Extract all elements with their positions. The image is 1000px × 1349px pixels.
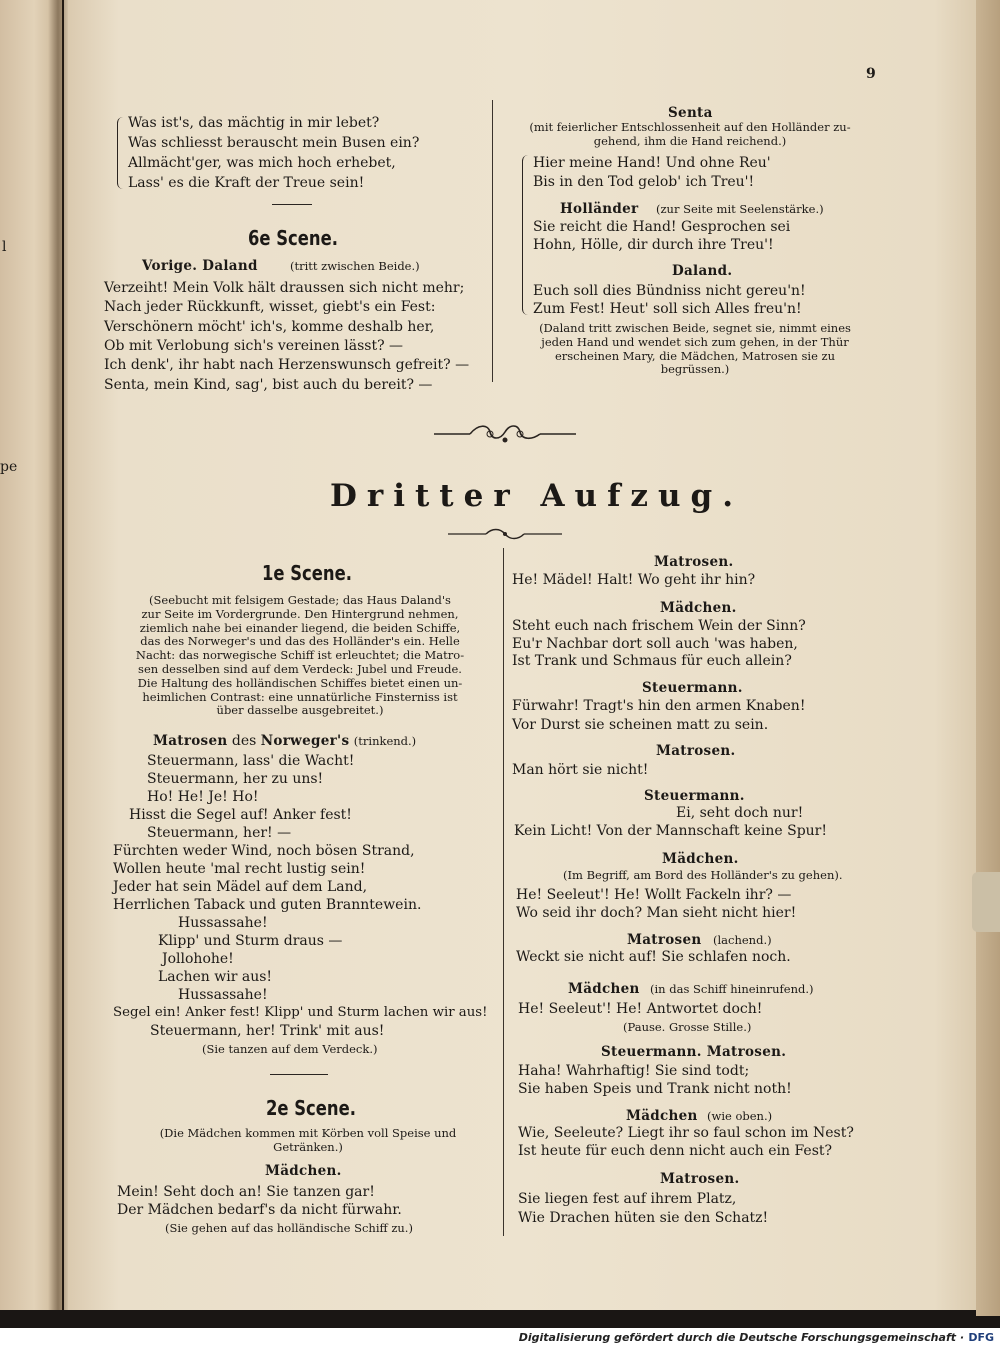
verse-brace xyxy=(522,155,529,315)
dialogue-line: Lachen wir aus! xyxy=(158,969,273,985)
speaker: Steuermann. Matrosen. xyxy=(601,1044,787,1060)
speaker: Steuermann. xyxy=(644,788,745,804)
speaker: Matrosen xyxy=(627,932,702,948)
act-title: Dritter Aufzug. xyxy=(330,478,744,514)
stage-line: Getränken.) xyxy=(273,1139,343,1154)
dialogue-line: Steuermann, her! — xyxy=(147,825,292,841)
dialogue-line: Bis in den Tod gelob' ich Treu'! xyxy=(533,174,755,190)
verse-brace xyxy=(117,117,124,189)
verse-line: Was schliesst berauscht mein Busen ein? xyxy=(128,135,420,151)
stage-line: (mit feierlicher Entschlossenheit auf den Holländer zu- xyxy=(529,120,851,134)
stage-direction: (Sie gehen auf das holländische Schiff zu.) xyxy=(165,1221,413,1235)
scene-heading: 1e Scene. xyxy=(262,561,352,585)
speaker-line xyxy=(153,732,416,750)
dialogue-line: Man hört sie nicht! xyxy=(512,762,649,778)
dialogue-line: Ob mit Verlobung sich's vereinen lässt? — xyxy=(104,338,404,354)
digitization-credit: Digitalisierung gefördert durch die Deutsche Forschungsgemeinschaft · xyxy=(518,1331,964,1344)
stage-direction xyxy=(106,594,494,718)
dialogue-line: Sie reicht die Hand! Gesprochen sei xyxy=(533,219,791,235)
speaker: Daland. xyxy=(672,263,733,279)
dialogue-line: Ho! He! Je! Ho! xyxy=(147,789,259,805)
page-number: 9 xyxy=(866,66,876,82)
dialogue-line: Verschönern möcht' ich's, komme deshalb her, xyxy=(104,319,435,335)
stage-line: ziemlich nahe bei einander liegend, die beiden Schiffe, xyxy=(139,620,461,635)
dialogue-line: Zum Fest! Heut' soll sich Alles freu'n! xyxy=(533,301,802,317)
dialogue-line: He! Seeleut'! He! Wollt Fackeln ihr? — xyxy=(516,887,792,903)
stage-direction xyxy=(112,1127,504,1155)
speaker: Matrosen xyxy=(153,733,228,749)
scene-heading: 6e Scene. xyxy=(248,226,338,250)
dialogue-line: Hisst die Segel auf! Anker fest! xyxy=(129,807,352,823)
dialogue-line: Ist heute für euch denn nicht auch ein Fest? xyxy=(518,1143,833,1159)
verse-line: Lass' es die Kraft der Treue sein! xyxy=(128,175,365,191)
stage-line: sen desselben sind auf dem Verdeck: Jubel und Freude. xyxy=(138,661,462,676)
dfg-logo: DFG xyxy=(968,1331,994,1344)
dialogue-line: Ist Trank und Schmaus für euch allein? xyxy=(512,653,792,669)
dialogue-line: Ei, seht doch nur! xyxy=(676,805,804,821)
dialogue-line: Eu'r Nachbar dort soll auch 'was haben, xyxy=(512,636,798,652)
dialogue-line: Steuermann, lass' die Wacht! xyxy=(147,753,355,769)
scene-heading: 2e Scene. xyxy=(266,1096,356,1120)
stage-line: (Seebucht mit felsigem Gestade; das Haus Daland's xyxy=(149,593,451,607)
stage-line: jeden Hand und wendet sich zum gehen, in der Thür xyxy=(541,334,849,349)
stage-direction: (tritt zwischen Beide.) xyxy=(290,259,420,273)
stage-direction: (trinkend.) xyxy=(353,734,417,748)
speaker: Mädchen. xyxy=(662,851,739,867)
dialogue-line: Hohn, Hölle, dir durch ihre Treu'! xyxy=(533,237,774,253)
speaker: Steuermann. xyxy=(642,680,743,696)
dialogue-line: He! Seeleut'! He! Antwortet doch! xyxy=(518,1001,763,1017)
stage-line: Die Haltung des holländischen Schiffes bietet einen un- xyxy=(137,675,463,690)
dialogue-line: Klipp' und Sturm draus — xyxy=(158,933,343,949)
page-tab xyxy=(972,872,1000,932)
dialogue-line: He! Mädel! Halt! Wo geht ihr hin? xyxy=(512,572,756,588)
ornament-small xyxy=(446,526,564,542)
margin-fragment: pe xyxy=(0,459,18,475)
stage-line: heimlichen Contrast: eine unnatürliche Finsterniss ist xyxy=(142,689,458,704)
stage-line: erscheinen Mary, die Mädchen, Matrosen sie zu xyxy=(554,348,836,363)
dialogue-line: Weckt sie nicht auf! Sie schlafen noch. xyxy=(516,949,791,965)
speaker-connector: des xyxy=(231,733,257,749)
stage-line: (Die Mädchen kommen mit Körben voll Speise und xyxy=(159,1126,457,1140)
page-edge xyxy=(976,0,1000,1316)
stage-direction: (lachend.) xyxy=(713,933,772,947)
speaker: Mädchen. xyxy=(265,1163,342,1179)
dialogue-line: Wie, Seeleute? Liegt ihr so faul schon im Nest? xyxy=(518,1125,854,1141)
dialogue-line: Hussassahe! xyxy=(178,915,268,931)
dialogue-line: Sie haben Speis und Trank nicht noth! xyxy=(518,1081,792,1097)
dialogue-line: Fürwahr! Tragt's hin den armen Knaben! xyxy=(512,698,806,714)
dialogue-line: Nach jeder Rückkunft, wisset, giebt's ein Fest: xyxy=(104,299,436,315)
stage-line: zur Seite im Vordergrunde. Den Hintergrund nehmen, xyxy=(141,606,459,621)
stage-line: gehend, ihm die Hand reichend.) xyxy=(593,133,787,148)
stage-direction xyxy=(505,121,875,149)
dialogue-line: Hier meine Hand! Und ohne Reu' xyxy=(533,155,771,171)
dialogue-line: Wie Drachen hüten sie den Schatz! xyxy=(518,1210,769,1226)
dialogue-line: Jeder hat sein Mädel auf dem Land, xyxy=(113,879,368,895)
stage-direction: (wie oben.) xyxy=(707,1109,773,1123)
dialogue-line: Steuermann, her! Trink' mit aus! xyxy=(150,1023,385,1039)
ornament-divider xyxy=(430,420,580,448)
verse-line: Allmächt'ger, was mich hoch erhebet, xyxy=(128,155,396,171)
divider xyxy=(270,1074,328,1075)
speaker: Matrosen. xyxy=(660,1171,740,1187)
stage-direction: (Sie tanzen auf dem Verdeck.) xyxy=(202,1042,378,1056)
stage-line: begrüssen.) xyxy=(660,362,730,377)
dialogue-line: Segel ein! Anker fest! Klipp' und Sturm lachen wir aus! xyxy=(113,1005,488,1020)
stage-direction: (zur Seite mit Seelenstärke.) xyxy=(656,202,824,216)
dialogue-line: Haha! Wahrhaftig! Sie sind todt; xyxy=(518,1063,750,1079)
dialogue-line: Ich denk', ihr habt nach Herzenswunsch gefreit? — xyxy=(104,357,470,373)
dialogue-line: Wo seid ihr doch? Man sieht nicht hier! xyxy=(516,905,797,921)
dialogue-line: Steht euch nach frischem Wein der Sinn? xyxy=(512,618,806,634)
stage-line: Nacht: das norwegische Schiff ist erleuchtet; die Matro- xyxy=(135,648,465,663)
stage-line: (Daland tritt zwischen Beide, segnet sie, nimmt eines xyxy=(539,321,851,335)
speaker: Senta xyxy=(668,105,713,121)
dialogue-line: Sie liegen fest auf ihrem Platz, xyxy=(518,1191,737,1207)
page-gutter xyxy=(48,0,68,1310)
dialogue-line: Euch soll dies Bündniss nicht gereu'n! xyxy=(533,283,806,299)
dialogue-line: Verzeiht! Mein Volk hält draussen sich nicht mehr; xyxy=(104,280,465,296)
stage-direction: (Pause. Grosse Stille.) xyxy=(623,1020,752,1034)
speaker: Matrosen. xyxy=(654,554,734,570)
stage-line: über dasselbe ausgebreitet.) xyxy=(216,703,384,718)
dialogue-line: Jollohohe! xyxy=(162,951,234,967)
dialogue-line: Mein! Seht doch an! Sie tanzen gar! xyxy=(117,1184,375,1200)
dialogue-line: Kein Licht! Von der Mannschaft keine Spur! xyxy=(514,823,828,839)
dialogue-line: Steuermann, her zu uns! xyxy=(147,771,324,787)
speaker: Matrosen. xyxy=(656,743,736,759)
dialogue-line: Herrlichen Taback und guten Branntewein. xyxy=(113,897,422,913)
dialogue-line: Senta, mein Kind, sag', bist auch du bereit? — xyxy=(104,377,433,393)
speaker: Mädchen. xyxy=(660,600,737,616)
speaker: Norweger's xyxy=(260,733,350,749)
stage-line: das des Norweger's und das des Holländer's ein. Helle xyxy=(140,634,460,649)
stage-direction: (in das Schiff hineinrufend.) xyxy=(650,982,814,996)
dialogue-line: Vor Durst sie scheinen matt zu sein. xyxy=(512,717,769,733)
dialogue-line: Hussassahe! xyxy=(178,987,268,1003)
column-rule-top xyxy=(492,100,493,382)
verse-line: Was ist's, das mächtig in mir lebet? xyxy=(128,115,380,131)
divider xyxy=(272,204,312,205)
stage-direction: (Im Begriff, am Bord des Holländer's zu gehen). xyxy=(563,868,843,882)
speaker: Mädchen xyxy=(626,1108,698,1124)
dialogue-line: Wollen heute 'mal recht lustig sein! xyxy=(113,861,366,877)
speaker: Vorige. Daland xyxy=(142,258,258,274)
speaker: Holländer xyxy=(560,201,639,217)
dialogue-line: Der Mädchen bedarf's da nicht fürwahr. xyxy=(117,1202,402,1218)
dialogue-line: Fürchten weder Wind, noch bösen Strand, xyxy=(113,843,415,859)
stage-direction xyxy=(502,322,888,377)
margin-fragment: l xyxy=(2,239,7,255)
speaker: Mädchen xyxy=(568,981,640,997)
